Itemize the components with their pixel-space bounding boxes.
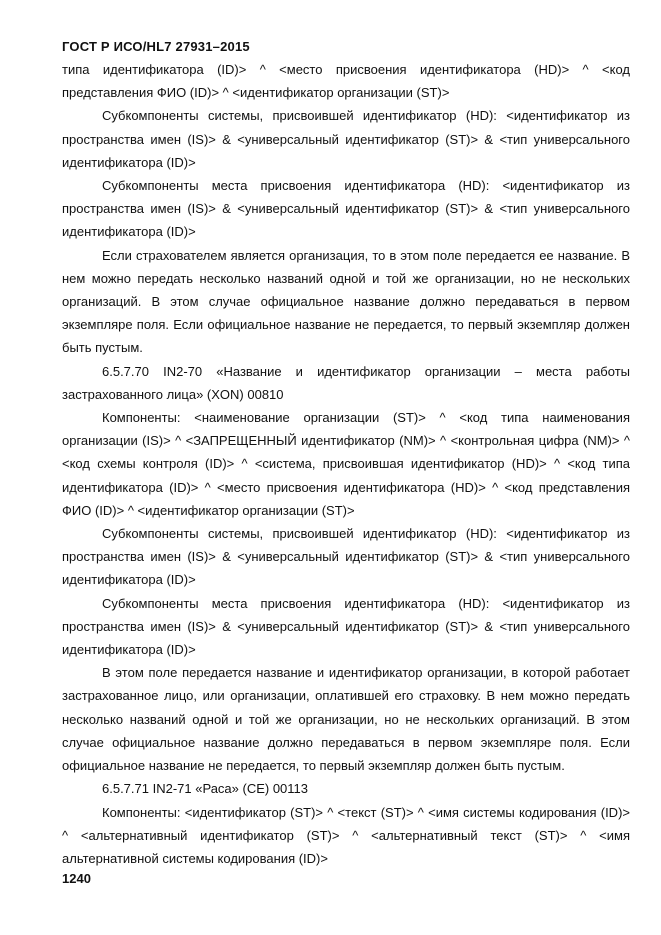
paragraph-description: В этом поле передается название и идентификатор организации, в которой работает застрахованное лицо, или организации, оплатившей его страховку. В нем можно передать несколько названий одной и той же организации, но не нескольких организаций. В этом случае официальное название должно передаваться в первом экземпляре поля. Если официальное название не передается, то первый экземпляр должен быть пустым.	[62, 665, 630, 774]
paragraph-subcomponents-system: Субкомпоненты системы, присвоившей идентификатор (HD): <идентификатор из пространства имен (IS)> & <универсальный идентификатор (ST)> & <тип универсального идентификатора (ID)>	[62, 526, 630, 588]
page-number: 1240	[62, 871, 91, 886]
document-body	[62, 58, 630, 870]
paragraph-description: Если страхователем является организация, то в этом поле передается ее название. В нем можно передать несколько названий одной и той же организации, но не нескольких организаций. В этом случае официальное название должно передаваться в первом экземпляре поля. Если официальное название не передается, то первый экземпляр должен быть пустым.	[62, 247, 630, 356]
document-page	[62, 36, 630, 870]
paragraph-subcomponents-place: Субкомпоненты места присвоения идентификатора (HD): <идентификатор из пространства имен (IS)> & <универсальный идентификатор (ST)> & <тип универсального идентификатора (ID)>	[62, 595, 630, 658]
document-header: ГОСТ Р ИСО/HL7 27931–2015	[62, 39, 250, 54]
section-heading-6-5-7-70: 6.5.7.70 IN2-70 «Название и идентификатор организации – места работы застрахованного лица» (XON) 00810	[62, 363, 630, 402]
paragraph-components: Компоненты: <наименование организации (ST)> ^ <код типа наименования организации (IS)> ^ <ЗАПРЕЩЕННЫЙ идентификатор (NM)> ^ <контрольная цифра (NM)> ^ <код схемы контроля (ID)> ^ <система, присвоившая идентификатор (HD)> ^ <код типа идентификатора (ID)> ^ <место присвоения идентификатора (HD)> ^ <код представления ФИО (ID)> ^ <идентификатор организации (ST)>	[62, 410, 630, 518]
paragraph-subcomponents-place: Субкомпоненты места присвоения идентификатора (HD): <идентификатор из пространства имен (IS)> & <универсальный идентификатор (ST)> & <тип универсального идентификатора (ID)>	[62, 178, 630, 240]
section-heading-6-5-7-71: 6.5.7.71 IN2-71 «Раса» (CE) 00113	[102, 781, 309, 797]
paragraph-subcomponents-system: Субкомпоненты системы, присвоившей идентификатор (HD): <идентификатор из пространства имен (IS)> & <универсальный идентификатор (ST)> & <тип универсального идентификатора (ID)>	[62, 108, 630, 170]
paragraph-continuation: типа идентификатора (ID)> ^ <место присвоения идентификатора (HD)> ^ <код представления ФИО (ID)> ^ <идентификатор организации (ST)>	[62, 62, 630, 101]
paragraph-components: Компоненты: <идентификатор (ST)> ^ <текст (ST)> ^ <имя системы кодирования (ID)> ^ <альтернативный идентификатор (ST)> ^ <альтернативный текст (ST)> ^ <имя альтернативной системы кодирования (ID)>	[62, 804, 630, 866]
